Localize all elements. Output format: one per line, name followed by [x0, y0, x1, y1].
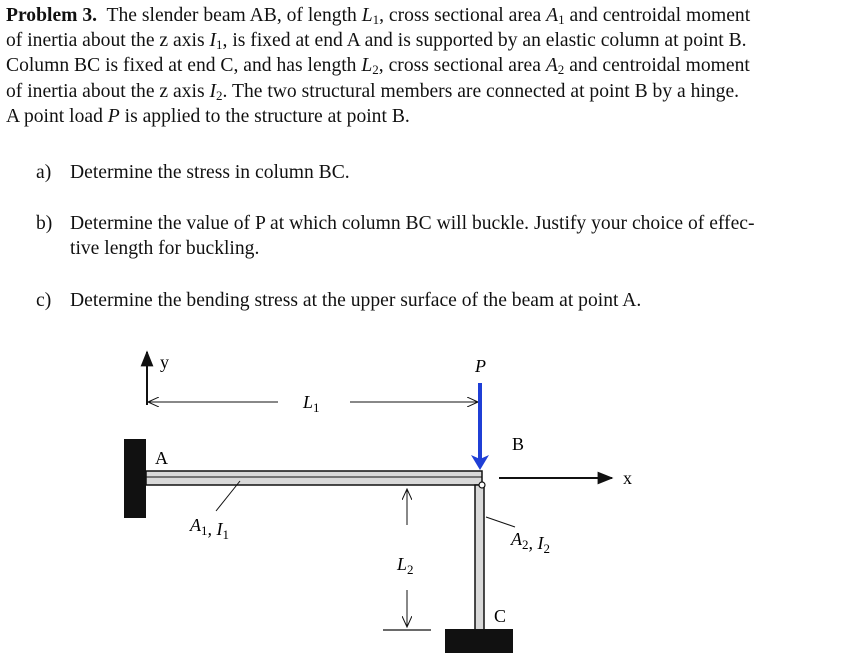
point-b-label: B — [512, 434, 525, 454]
column-props-text: $A_2$, $I_2$ — [511, 529, 550, 556]
question-b-text-1: Determine the value of P at which column BC will buckle. Justify your choice of effec- — [70, 213, 755, 234]
problem-line-4: of inertia about the z axis $I_2$. The two structural members are connected at point B by a hinge. — [6, 80, 740, 103]
x-axis-label: x — [623, 468, 632, 488]
question-c-text: Determine the bending stress at the upper surface of the beam at point A. — [70, 290, 642, 311]
problem-line-5: A point load P is applied to the structure at point B. — [6, 105, 410, 127]
question-b-text-2: tive length for buckling. — [70, 238, 260, 259]
question-a-label: a) — [36, 162, 52, 183]
point-a-label: A — [155, 448, 168, 468]
column-props-label — [510, 529, 550, 556]
beam-props-text: $A_1$, $I_1$ — [190, 515, 229, 542]
column-bc — [475, 485, 484, 630]
fixed-support-a — [124, 439, 146, 518]
beam-ab — [146, 471, 482, 485]
problem-line-2: of inertia about the z axis $I_1$, is fixed at end A and is supported by an elastic column at point B. — [6, 30, 747, 53]
problem-line-3: Column BC is fixed at end C, and has length $L_2$, cross sectional area $A_2$ and centroidal moment — [6, 55, 750, 78]
y-axis-label: y — [160, 352, 169, 372]
fixed-support-c — [445, 629, 513, 653]
question-b-label: b) — [36, 213, 53, 234]
question-c-label: c) — [36, 290, 52, 311]
problem-title: Problem 3. — [6, 5, 98, 26]
problem-text-1: The slender beam AB, of length $L_1$, cross sectional area $A_1$ and centroidal moment — [106, 5, 751, 27]
l2-label: $L_2$ — [397, 554, 414, 577]
column-props-leader — [486, 517, 515, 527]
load-label: P — [475, 356, 486, 376]
l1-label: $L_1$ — [303, 392, 320, 415]
point-c-label: C — [494, 606, 507, 626]
hinge-b — [479, 482, 485, 488]
question-a-text: Determine the stress in column BC. — [70, 162, 350, 183]
beam-props-label — [189, 515, 229, 542]
